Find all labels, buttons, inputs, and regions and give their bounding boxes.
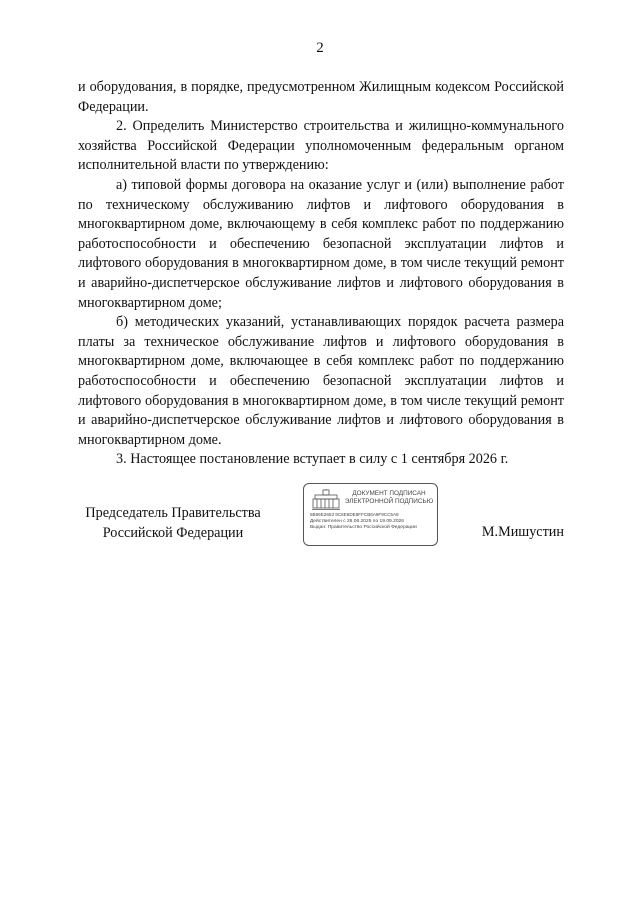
page-number: 2 [316, 40, 324, 56]
stamp-serial: 5B66E2653 9C6E6DE8FFCB6A9F9CC5A9 [310, 512, 399, 517]
signatory-position [78, 504, 268, 543]
stamp-title: ДОКУМЕНТ ПОДПИСАН ЭЛЕКТРОННОЙ ПОДПИСЬЮ [344, 490, 434, 505]
paragraph-item-3: 3. Настоящее постановление вступает в силу с 1 сентября 2026 г. [116, 451, 509, 468]
electronic-signature-stamp [303, 483, 438, 546]
signer-name: М.Мишустин [481, 524, 564, 540]
paragraph-item-2a: а) типовой формы договора на оказание услуг и (или) выполнение работ по техническому обслуживанию лифтов и лифтового оборудования в многоквартирном доме, включающему в себя комплекс работ по поддержанию работоспособности и обеспечению безопасной эксплуатации лифтов и лифтового оборудования в многоквартирном доме, в том числе текущий ремонт и аварийно-диспетчерское обслуживание лифтов и лифтового оборудования в многоквартирном доме; [78, 176, 564, 311]
government-building-icon [312, 489, 340, 511]
paragraph-continuation: и оборудования, в порядке, предусмотренном Жилищным кодексом Российской Федерации. [78, 79, 564, 115]
paragraph-item-2b: б) методических указаний, устанавливающих порядок расчета размера платы за техническое обслуживание лифтов и лифтового оборудования в многоквартирном доме, включающее в себя комплекс работ по поддержанию работоспособности и обеспечению безопасной эксплуатации лифтов и лифтового оборудования в многоквартирном доме, в том числе текущий ремонт и аварийно-диспетчерское обслуживание лифтов и лифтового оборудования в многоквартирном доме. [78, 314, 564, 448]
paragraph-item-2: 2. Определить Министерство строительства и жилищно-коммунального хозяйства Российской Федерации уполномоченным федеральным органом исполнительной власти по утверждению: [78, 118, 564, 174]
signatory-position-line2: Российской Федерации [102, 524, 244, 541]
stamp-validity: Действителен с 26.06.2025 по 19.09.2026 [310, 519, 404, 524]
document-body [78, 78, 564, 470]
signatory-position-line1: Председатель Правительства [85, 505, 261, 521]
stamp-issuer: Выдан: Правительство Российской Федерации [310, 525, 417, 530]
